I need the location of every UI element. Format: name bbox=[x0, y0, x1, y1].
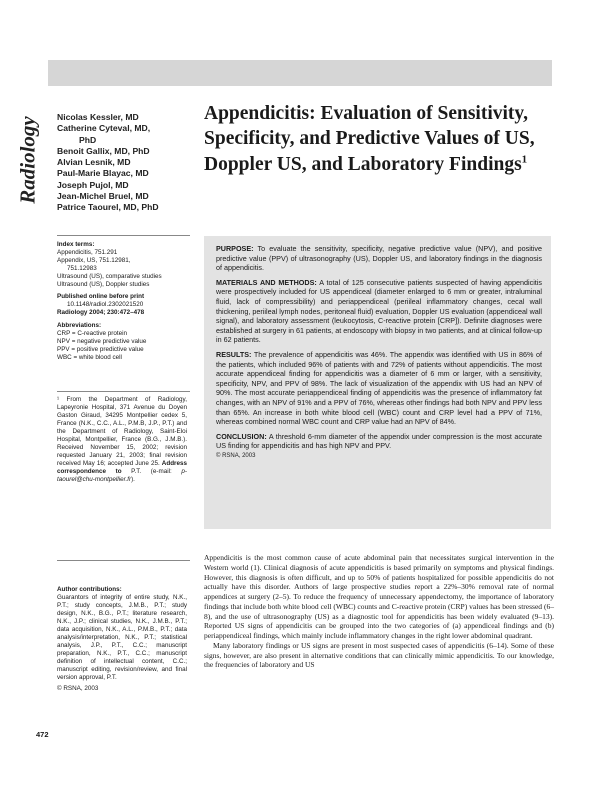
abbreviation: NPV = negative predictive value bbox=[57, 338, 147, 345]
author: Joseph Pujol, MD bbox=[57, 179, 129, 190]
abbreviations-label: Abbreviations: bbox=[57, 322, 102, 329]
divider bbox=[57, 391, 190, 392]
abstract-copyright: © RSNA, 2003 bbox=[216, 452, 256, 459]
results-label: RESULTS: bbox=[216, 349, 252, 359]
contributions-label: Author contributions: bbox=[57, 586, 122, 593]
correspondence-text: P.T. (e-mail: bbox=[121, 468, 182, 475]
divider bbox=[57, 235, 190, 236]
doi: 10.1148/radiol.2302021520 bbox=[67, 301, 144, 308]
divider bbox=[57, 560, 190, 561]
title-footnote-mark: 1 bbox=[521, 153, 528, 166]
body-paragraph: Many laboratory findings or US signs are present in most suspected cases of appendicitis (6–14). Some of these signs, however, are also present in alternative conditions that can clinically mimic appendicitis. To our knowledge, the frequencies of laboratory and US bbox=[204, 640, 554, 670]
affiliation bbox=[57, 396, 187, 484]
contributions-copyright: © RSNA, 2003 bbox=[57, 685, 99, 692]
methods-label: MATERIALS AND METHODS: bbox=[216, 277, 317, 287]
author: Patrice Taourel, MD, PhD bbox=[57, 202, 159, 213]
methods-text: A total of 125 consecutive patients suspected of having appendicitis were prospectively included for US appendiceal (diameter enlarged to 6 mm or greater, intraluminal fluid, lack of compressibility) and periappendiceal (periileal inflammatory changes, cecal wall thickening, periileal lymph nodes, peritoneal fluid) evaluation, Doppler US evaluation (appendiceal wall signal), and laboratory assessment (leukocytosis, C-reactive protein [CRP]). Definite diagnoses were established at surgery in 61 patients, at endoscopy with biopsy in two patients, and at clinical follow-up in 62 patients. bbox=[216, 277, 542, 345]
abstract-purpose bbox=[216, 244, 542, 273]
body-paragraph: Appendicitis is the most common cause of acute abdominal pain that necessitates surgical intervention in the Western world (1). Clinical diagnosis of acute appendicitis is based primarily on symptoms and physical findings. However, this diagnosis is often difficult, and up to 50% of patients hospitalized for possible appendicitis do not actually have this disorder. Authors of large prospective studies report a 22%–30% removal rate of normal appendices at surgery (2–5). To reduce the frequency of unnecessary appendectomy, the importance of laboratory findings that include both white blood cell (WBC) counts and C-reactive protein (CRP) values has been stressed (6–8), and the use of ultrasonography (US) as a diagnostic tool for appendicitis has been widely evaluated (9–13). Reported US signs of appendicitis can be grouped into the two categories of (a) appendiceal findings and (b) periappendiceal findings, which mainly include inflammatory changes in the right lower abdominal quadrant. bbox=[204, 553, 554, 640]
email-link[interactable]: p-taourel@chu-montpellier.fr bbox=[57, 468, 187, 483]
index-term: 751.12983 bbox=[67, 265, 97, 272]
article-title-text: Appendicitis: Evaluation of Sensitivity, Specificity, and Predictive Values of US, Doppler US, and Laboratory Findings bbox=[204, 103, 535, 175]
author: Catherine Cyteval, MD, bbox=[57, 123, 151, 134]
author-list bbox=[57, 112, 192, 214]
header-band bbox=[48, 60, 552, 86]
index-terms bbox=[57, 241, 187, 362]
abstract-results bbox=[216, 350, 542, 427]
abstract-methods bbox=[216, 278, 542, 345]
author: PhD bbox=[79, 134, 97, 145]
author: Benoit Gallix, MD, PhD bbox=[57, 145, 150, 156]
affiliation-text: ¹ From the Department of Radiology, Lapeyronie Hospital, 371 Avenue du Doyen Gaston Giraud, 34295 Montpellier cedex 5, France (N.K., C.C., A.L., P.M.B, J.P., P.T.) and the Department of Radiology, Saint-Eloi Hospital, Montpellier, France (B.G., J.M.B.). Received November 15, 2002; revision requested January 21, 2003; final revision received May 16; accepted June 25. bbox=[57, 396, 187, 467]
abbreviation: CRP = C-reactive protein bbox=[57, 330, 128, 337]
journal-name bbox=[10, 100, 46, 220]
conclusion-text: A threshold 6-mm diameter of the appendix under compression is the most accurate US finding for appendicitis and has high NPV and PPV. bbox=[216, 431, 542, 451]
results-text: The prevalence of appendicitis was 46%. The appendix was identified with US in 86% of the patients, which included 96% of patients with and 72% of patients without appendicitis. The most accurate appendiceal finding for appendicitis was a diameter of 6 mm or larger, with a sensitivity, specificity, NPV, and PPV of 98%. The lack of visualization of the appendix with US had an NPV of 90%. The most accurate periappendiceal finding of appendicitis was the presence of inflammatory fat changes, with an NPV of 91% and a PPV of 76%, whereas other findings had both NPV and PPV less than 65%. An increase in both white blood cell (WBC) count and CRP level had a PPV of 71%, whereas combined normal WBC count and CRP value had an NPV of 84%. bbox=[216, 349, 542, 427]
author: Alvian Lesnik, MD bbox=[57, 157, 131, 168]
index-term: Appendix, US, 751.12981, bbox=[57, 257, 131, 264]
abstract-conclusion bbox=[216, 432, 542, 451]
body-text bbox=[204, 553, 554, 670]
author: Paul-Marie Blayac, MD bbox=[57, 168, 149, 179]
correspondence-label: Address correspondence to bbox=[57, 460, 187, 475]
page-number: 472 bbox=[36, 730, 49, 739]
author-contributions bbox=[57, 586, 187, 693]
abbreviation: PPV = positive predictive value bbox=[57, 346, 144, 353]
author: Jean-Michel Bruel, MD bbox=[57, 191, 149, 202]
affiliation-end: ). bbox=[131, 476, 135, 483]
purpose-text: To evaluate the sensitivity, specificity, negative predictive value (NPV), and positive predictive value (PPV) of ultrasonography (US), Doppler US, and laboratory findings in the diagnosis of appendicitis. bbox=[216, 244, 542, 273]
index-terms-label: Index terms: bbox=[57, 241, 95, 248]
index-term: Ultrasound (US), Doppler studies bbox=[57, 281, 150, 288]
abbreviation: WBC = white blood cell bbox=[57, 354, 122, 361]
journal-name-text: Radiology bbox=[15, 116, 40, 204]
index-term: Ultrasound (US), comparative studies bbox=[57, 273, 162, 280]
contributions-text: Guarantors of integrity of entire study, N.K., P.T.; study concepts, J.M.B., P.T.; study design, N.K., B.G., P.T.; literature research, N.K., J.P.; clinical studies, N.K., J.M.B., P.T.; data acquisition, N.K., A.L., P.M.B., P.T.; data analysis/interpretation, N.K., P.T.; statistical analysis, J.P., P.T., C.C.; manuscript preparation, N.K., P.T., C.C.; manuscript definition of intellectual content, C.C.; manuscript editing, revision/review, and final version approval, P.T. bbox=[57, 594, 187, 681]
conclusion-label: CONCLUSION: bbox=[216, 431, 267, 441]
citation: Radiology 2004; 230:472–478 bbox=[57, 309, 145, 316]
purpose-label: PURPOSE: bbox=[216, 244, 254, 253]
abstract-content bbox=[216, 244, 542, 461]
abstract-box bbox=[204, 236, 551, 529]
published-label: Published online before print bbox=[57, 293, 145, 300]
author: Nicolas Kessler, MD bbox=[57, 112, 139, 122]
article-title bbox=[204, 101, 554, 177]
index-term: Appendicitis, 751.291 bbox=[57, 249, 118, 256]
